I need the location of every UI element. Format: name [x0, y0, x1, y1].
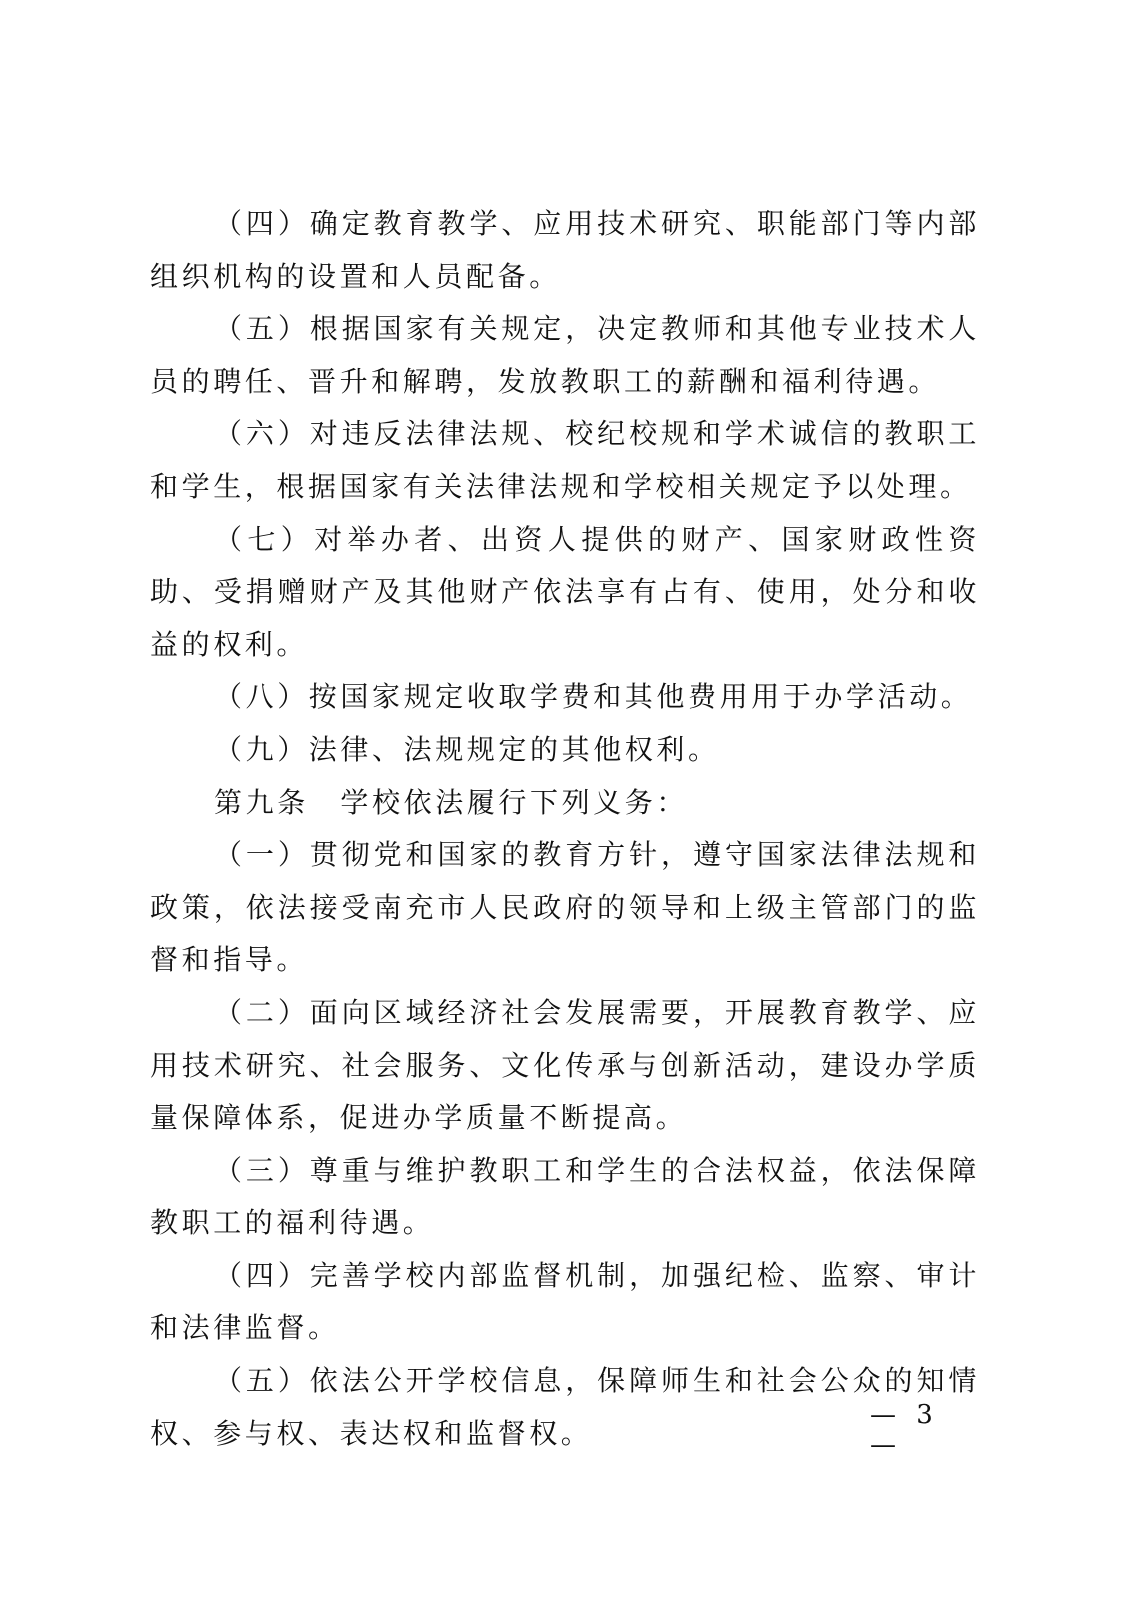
document-body: [150, 198, 980, 1460]
paragraph-duty-2: （二）面向区域经济社会发展需要，开展教育教学、应用技术研究、社会服务、文化传承与创新活动，建设办学质量保障体系，促进办学质量不断提高。: [150, 995, 980, 1135]
paragraph-right-9: （九）法律、法规规定的其他权利。: [214, 732, 720, 766]
paragraph-right-8: （八）按国家规定收取学费和其他费用用于办学活动。: [214, 680, 973, 714]
paragraph-right-6: （六）对违反法律法规、校纪校规和学术诚信的教职工和学生，根据国家有关法律法规和学校相关规定予以处理。: [150, 417, 980, 503]
paragraph-duty-3: （三）尊重与维护教职工和学生的合法权益，依法保障教职工的福利待遇。: [150, 1153, 980, 1240]
paragraph-duty-5: （五）依法公开学校信息，保障师生和社会公众的知情权、参与权、表达权和监督权。: [150, 1364, 980, 1450]
paragraph-duty-4: （四）完善学校内部监督机制，加强纪检、监察、审计和法律监督。: [150, 1258, 980, 1345]
paragraph-right-5: （五）根据国家有关规定，决定教师和其他专业技术人员的聘任、晋升和解聘，发放教职工的薪酬和福利待遇。: [150, 312, 980, 398]
paragraph-right-7: （七）对举办者、出资人提供的财产、国家财政性资助、受捐赠财产及其他财产依法享有占有、使用，处分和收益的权利。: [150, 522, 980, 661]
paragraph-right-4: （四）确定教育教学、应用技术研究、职能部门等内部组织机构的设置和人员配备。: [150, 207, 980, 293]
paragraph-duty-1: （一）贯彻党和国家的教育方针，遵守国家法律法规和政策，依法接受南充市人民政府的领导和上级主管部门的监督和指导。: [150, 838, 980, 977]
article-9-heading: 第九条 学校依法履行下列义务：: [214, 785, 689, 819]
page-number: — 3 —: [870, 1400, 939, 1460]
